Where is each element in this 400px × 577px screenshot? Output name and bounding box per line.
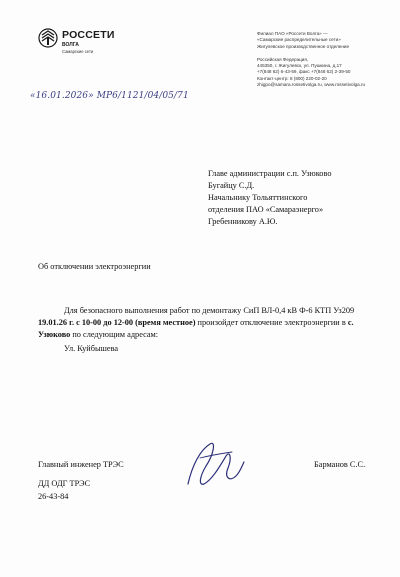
- address-line: Российская Федерация,: [257, 56, 309, 62]
- recipient-line: Гребенникову А.Ю.: [208, 217, 278, 226]
- handwritten-signature: [180, 436, 250, 496]
- letter-body: [38, 305, 368, 342]
- logo-subtitle: Самарские сети: [62, 49, 94, 54]
- org-line: Филиал ПАО «Россети Волга» —: [257, 31, 328, 36]
- outage-place-prefix: с.: [347, 318, 354, 328]
- body-line: Узюково по следующим адресам:: [38, 330, 159, 340]
- recipient-line: Бугайцу С.Д.: [208, 181, 255, 190]
- rosseti-emblem-icon: [38, 28, 58, 48]
- body-line: Для безопасного выполнения работ по демонтажу СиП ВЛ-0,4 кВ Ф-6 КТП Уз209: [64, 306, 355, 315]
- recipient-line: Начальнику Тольяттинского: [208, 193, 308, 202]
- signatory-name: Барманов С.С.: [314, 460, 366, 469]
- address-line: 445350, г. Жигулевск, ул. Пушкина, д.17: [257, 63, 342, 69]
- contact-center-line: Контакт-центр: 8 (800) 220-02-20: [257, 75, 327, 81]
- org-line: Жигулевское производственное отделение: [257, 43, 350, 49]
- recipient-line: отделения ПАО «Самараэнерго»: [208, 205, 324, 214]
- recipient-line: Главе администрации с.п. Узюково: [208, 169, 332, 178]
- email-website-line: zhigpo@samara.rossetivolga.ru, www.rossetivolga.ru: [257, 82, 366, 88]
- outage-place: Узюково: [38, 330, 71, 340]
- executor-footer: [38, 478, 90, 503]
- outage-date-time: 19.01.26 г. с 10-00 до 12-00 (время местное): [38, 318, 196, 328]
- signatory-position: Главный инженер ТРЭС: [38, 460, 124, 469]
- outage-address: Ул. Куйбышева: [64, 344, 119, 353]
- logo-name: РОССЕТИ: [62, 29, 115, 41]
- phone-line: +7(848 62) 6-43-59, факс +7(848 62) 2-39-50: [257, 69, 351, 75]
- recipients-block: [208, 168, 331, 228]
- organization-block: [257, 31, 397, 88]
- executor-phone: 26-43-84: [38, 491, 69, 501]
- registration-number: «16.01.2026» МР6/1121/04/05/71: [30, 91, 189, 101]
- logo-region: ВОЛГА: [62, 42, 79, 48]
- letter-subject: Об отключении электроэнергии: [38, 262, 151, 271]
- company-logo: [38, 28, 128, 62]
- org-line: «Самарские распределительные сети»: [257, 37, 341, 43]
- executor-department: ДД ОДГ ТРЭС: [38, 479, 91, 488]
- body-line: 19.01.26 г. с 10-00 до 12-00 (время местное) произойдет отключение электроэнергии в с.: [38, 318, 354, 328]
